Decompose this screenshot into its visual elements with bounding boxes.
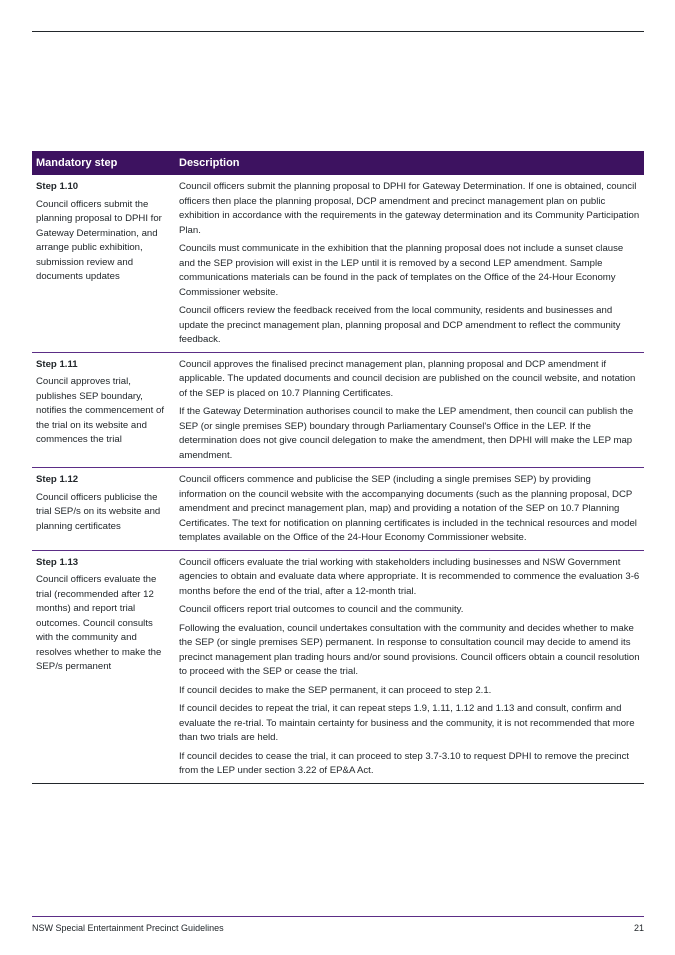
top-rule: [32, 31, 644, 32]
step-number: Step 1.10: [36, 181, 79, 192]
description-paragraph: If council decides to cease the trial, it can proceed to step 3.7-3.10 to request DPHI to remove the precinct from the LEP under section 3.22 of EP&A Act.: [179, 750, 630, 776]
description-paragraph: If council decides to repeat the trial, it can repeat steps 1.9, 1.11, 1.12 and 1.13 and consult, confirm and evaluate the re-trial. To maintain certainty for business and the community, it is not recommended that more than two trials are held.: [179, 703, 635, 743]
table-row: [32, 352, 644, 468]
description-paragraph: Council officers evaluate the trial working with stakeholders including businesses and NSW Government agencies to obtain and evaluate data where appropriate. It is recommended to commence the evaluation 3-6 months before the end of the trial, after a 12-month trial.: [179, 556, 640, 597]
description-cell: [175, 175, 644, 352]
step-summary: Council officers submit the planning proposal to DPHI for Gateway Determination, and arrange public exhibition, submission review and documents updates: [36, 198, 162, 282]
description-paragraph: Council officers review the feedback received from the local community, residents and businesses and update the precinct management plan, planning proposal and DCP amendment to reflect the community feedback.: [179, 305, 621, 345]
mandatory-steps-table: [32, 151, 644, 784]
footer-document-title: NSW Special Entertainment Precinct Guidelines: [32, 923, 224, 933]
page-number: 21: [633, 923, 644, 933]
step-cell: [32, 468, 175, 551]
description-cell: [175, 352, 644, 468]
table-row: [32, 175, 644, 352]
description-paragraph: If the Gateway Determination authorises council to make the LEP amendment, then council can publish the SEP (or single premises SEP) boundary through Parliamentary Counsel's Office in the LEP. If the determination does not give council delegation to make the amendment, then DPHI will make the LEP map amendment.: [179, 406, 634, 461]
step-summary: Council officers publicise the trial SEP/s on its website and planning certificates: [36, 491, 161, 532]
description-paragraph: Council approves the finalised precinct management plan, planning proposal and DCP amendment if applicable. The updated documents and council decision are published on the council website, and notation of the SEP is placed on 10.7 Planning Certificates.: [179, 358, 636, 399]
table-header-row: [32, 151, 644, 175]
step-cell: [32, 175, 175, 352]
description-cell: [175, 550, 644, 783]
description-paragraph: Following the evaluation, council undertakes consultation with the community and decides whether to make the SEP (or single premises SEP) permanent. In response to consultation council may decide to amend its precinct management plan trading hours and/or sound provisions. Council officers obtain a council resolution to proceed with the SEP or cease the trial.: [179, 622, 640, 677]
description-cell: [175, 468, 644, 551]
step-number: Step 1.13: [36, 556, 79, 568]
step-cell: [32, 352, 175, 468]
description-paragraph: Councils must communicate in the exhibition that the planning proposal does not include a sunset clause and the SEP provision will exist in the LEP until it is removed by a second LEP amendment. Sample communications materials can be found in the pack of templates on the Office of the 24-Hour Economy Commissioner website.: [179, 243, 624, 298]
step-summary: Council officers evaluate the trial (recommended after 12 months) and report trial outcomes. Council consults with the community and resolves whether to make the SEP/s permanent: [36, 574, 162, 672]
description-paragraph: Council officers report trial outcomes to council and the community.: [179, 604, 464, 615]
step-number: Step 1.12: [36, 474, 79, 485]
step-cell: [32, 550, 175, 783]
header-description: Description: [175, 151, 644, 175]
table-row: [32, 468, 644, 551]
description-paragraph: If council decides to make the SEP permanent, it can proceed to step 2.1.: [179, 684, 492, 696]
table-row: [32, 550, 644, 783]
header-mandatory-step: Mandatory step: [32, 151, 175, 175]
footer-rule: [32, 916, 644, 917]
description-paragraph: Council officers submit the planning proposal to DPHI for Gateway Determination. If one is obtained, council officers then place the planning proposal, DCP amendment and precinct management plan on public exhibition in accordance with the requirements in the gateway determination and its Community Participation Plan.: [179, 181, 640, 236]
description-paragraph: Council officers commence and publicise the SEP (including a single premises SEP) by providing information on the council website with the accompanying documents (such as the planning proposal, DCP amendment and precinct management plan, map) and providing a notation of the SEP on 10.7 Planning Certificates. The text for notification on planning certificates is included in the technical resources and model templates available on the Office of the 24-Hour Economy Commissioner website.: [179, 474, 637, 543]
step-number: Step 1.11: [36, 358, 78, 370]
step-summary: Council approves trial, publishes SEP boundary, notifies the commencement of the trial on its website and commences the trial: [36, 376, 164, 445]
